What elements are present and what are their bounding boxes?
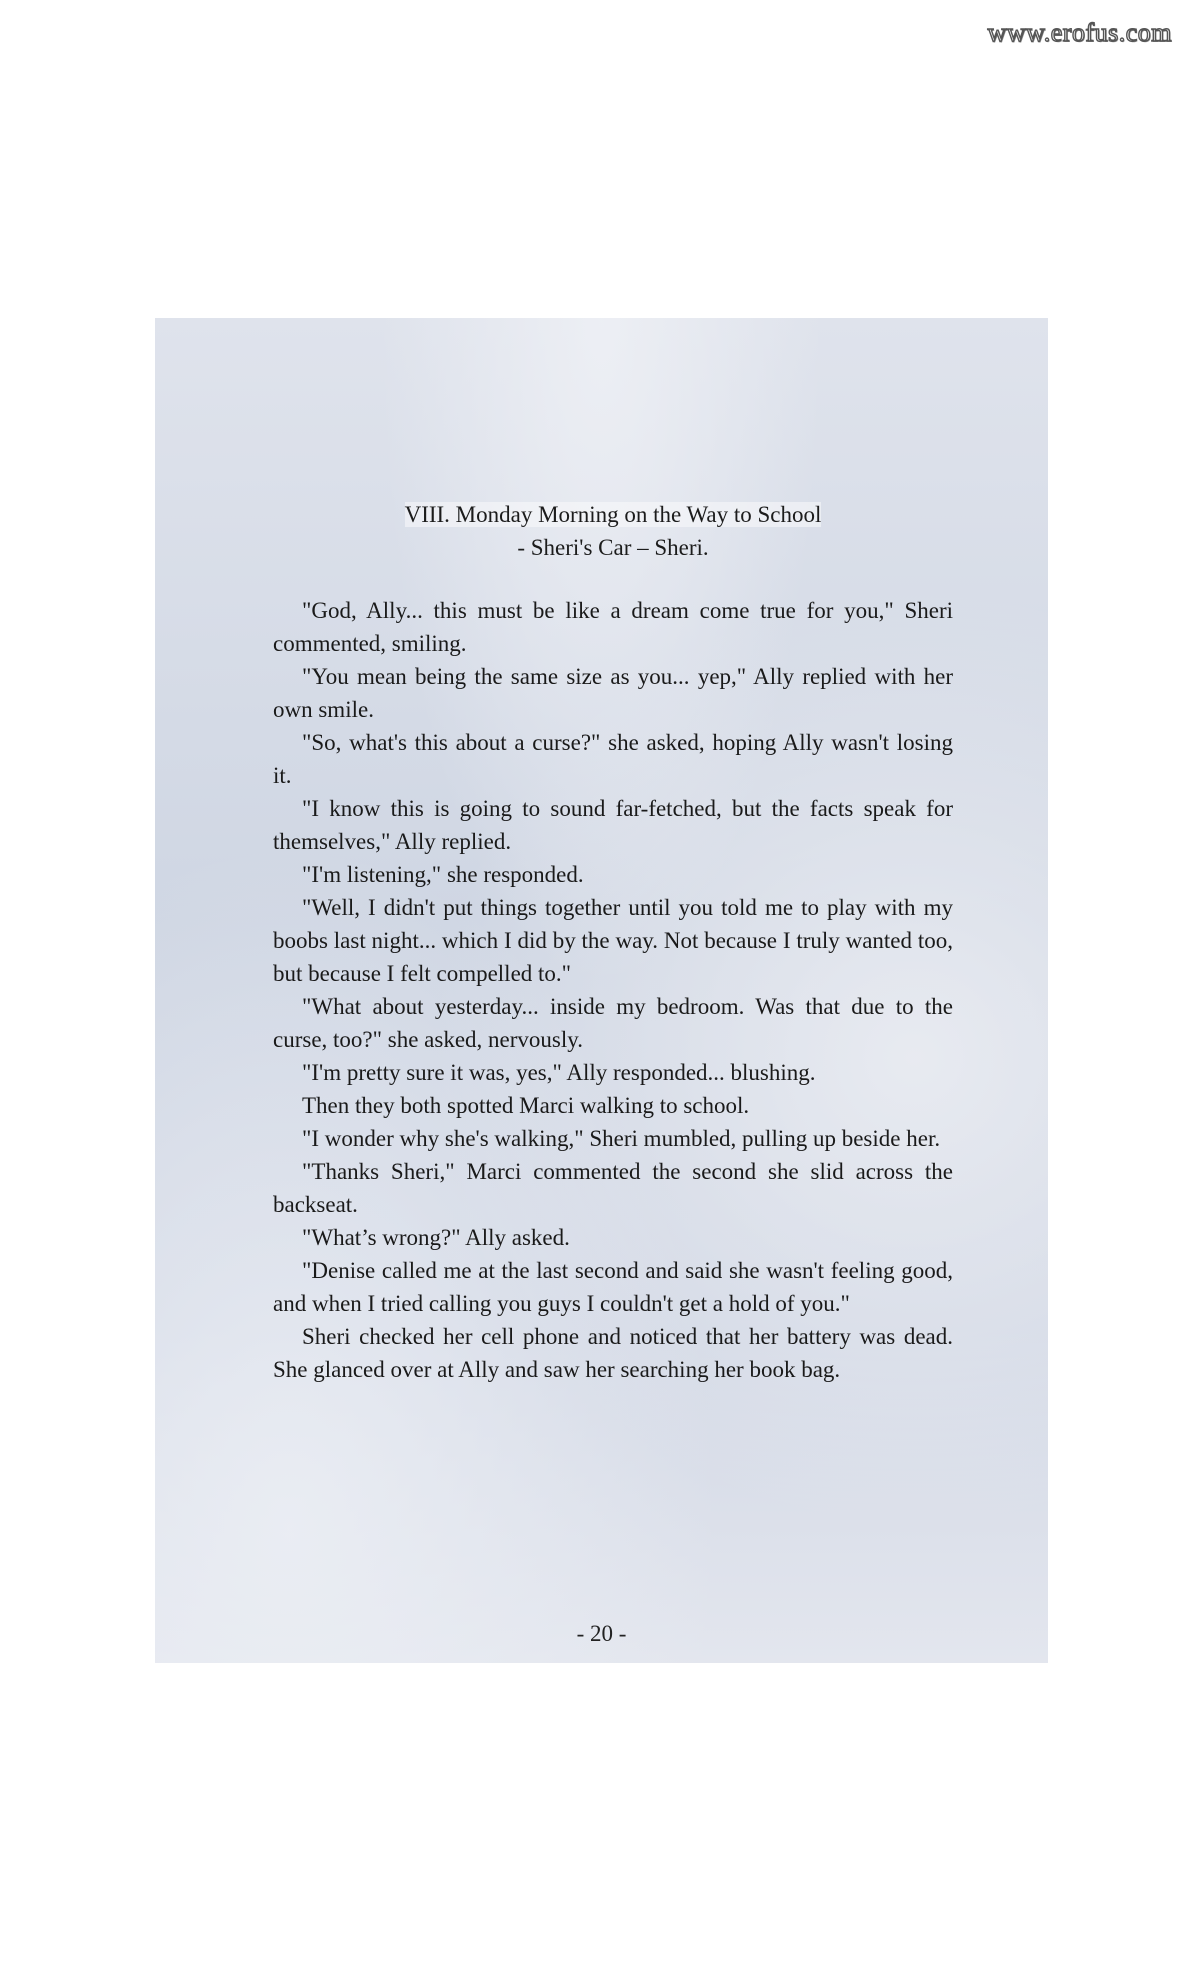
paragraph: "Well, I didn't put things together until you told me to play with my boobs last night... which I did by the way. Not because I truly wanted too, but because I felt compelled to.": [273, 895, 953, 986]
chapter-body: [273, 594, 953, 1386]
paragraph: "What about yesterday... inside my bedroom. Was that due to the curse, too?" she asked, nervously.: [273, 994, 953, 1052]
paragraph: "Thanks Sheri," Marci commented the second she slid across the backseat.: [273, 1159, 953, 1217]
paragraph: "I'm listening," she responded.: [302, 862, 584, 887]
chapter-subtitle: - Sheri's Car – Sheri.: [517, 535, 709, 560]
paragraph: "I know this is going to sound far-fetched, but the facts speak for themselves," Ally replied.: [273, 796, 953, 854]
page-number: - 20 -: [576, 1621, 627, 1646]
paragraph: "I'm pretty sure it was, yes," Ally responded... blushing.: [302, 1060, 816, 1085]
paragraph: "Denise called me at the last second and said she wasn't feeling good, and when I tried calling you guys I couldn't get a hold of you.": [273, 1258, 953, 1316]
paragraph: "God, Ally... this must be like a dream come true for you," Sheri commented, smiling.: [273, 598, 953, 656]
watermark-text: www.erofus.com: [987, 18, 1172, 47]
page-text-block: [273, 498, 953, 1386]
chapter-title: VIII. Monday Morning on the Way to School: [404, 502, 822, 527]
paragraph: "I wonder why she's walking," Sheri mumbled, pulling up beside her.: [302, 1126, 941, 1151]
paragraph: "So, what's this about a curse?" she asked, hoping Ally wasn't losing it.: [273, 730, 953, 788]
paragraph: "You mean being the same size as you... yep," Ally replied with her own smile.: [273, 664, 953, 722]
chapter-heading: [273, 498, 953, 564]
paragraph: Then they both spotted Marci walking to school.: [302, 1093, 750, 1118]
book-page: [155, 318, 1048, 1663]
paragraph: Sheri checked her cell phone and noticed that her battery was dead. She glanced over at Ally and saw her searching her book bag.: [273, 1324, 953, 1382]
paragraph: "What’s wrong?" Ally asked.: [302, 1225, 570, 1250]
